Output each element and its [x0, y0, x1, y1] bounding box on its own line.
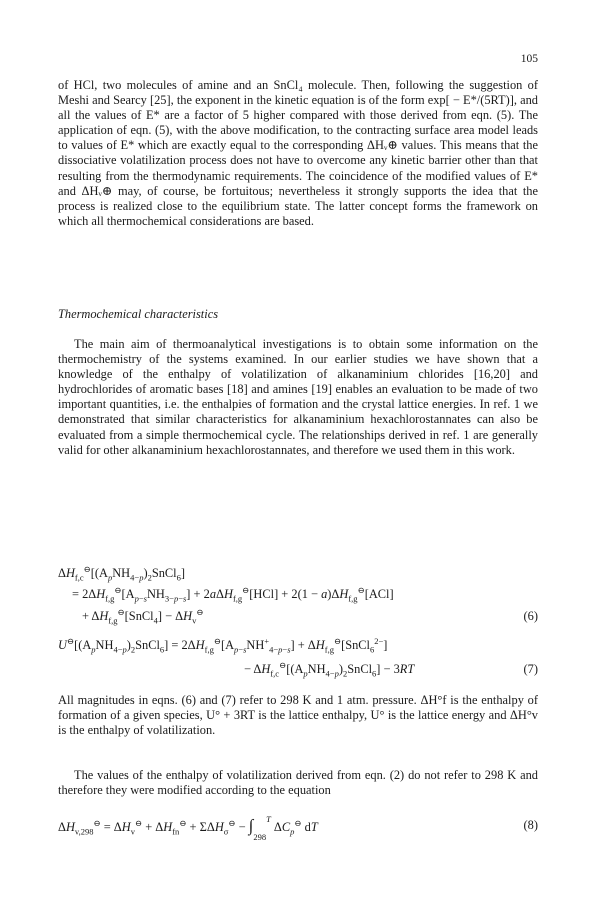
paragraph-volatilization [58, 768, 538, 798]
equation-8 [58, 813, 538, 843]
equation-8-line: $\Delta H_{v,298}^⊖ = \Delta H_v^⊖ + \Delta H_{fn}^⊖ + \Sigma\Delta H_\sigma^⊖ - \int_{298}^T$ $\Delta C_p^⊖$ dT (8) [58, 813, 538, 843]
magnitudes-text: All magnitudes in eqns. (6) and (7) refer to 298 K and 1 atm. pressure. ΔH°f is the enthalpy of formation of a given species, U° + 3RT is the lattice enthalpy, U° is the lattice energy and ΔH°v is the enthalpy of volatilization. [58, 693, 538, 738]
equation-6-number: (6) [523, 609, 538, 623]
page-number: 105 [520, 53, 538, 65]
equation-7-number: (7) [523, 662, 538, 676]
main-text: The main aim of thermoanalytical investigations is to obtain some information on the thermochemistry of the systems examined. In our earlier studies we have shown that a knowledge of the enthalpy of volatilization of alkanaminium chlorides [16,20] and hydrochlorides of aromatic bases [18] and amines [19] enables an evaluation to be made of two important quantities, i.e. the enthalpies of formation and the crystal lattice energies. In ref. 1 we demonstrated that similar characteristics for alkanaminium hexachlorostannates can also be evaluated from a simple thermochemical cycle. The relationships derived in ref. 1 are generally valid for other alkanaminium hexachlorostannates, and therefore we used them in this work. [58, 337, 538, 457]
equation-7-line-2: − $\Delta H_{f,c}^⊖[(A_pNH_{4-p})_2SnCl_6] - 3RT$ (7) [244, 659, 538, 679]
section-heading: Thermochemical characteristics [58, 307, 219, 321]
equation-6-line-3: + $\Delta H_{f,g}^⊖[SnCl_4] - \Delta H_v^⊖$ (6) [82, 606, 538, 626]
equation-7-line-1: $U^⊖[(A_pNH_{4-p})_2SnCl_6] = 2\Delta H_{f,g}^⊖[A_{p-s}NH^+_{4-p-s}]$ + $\Delta H_{f,g}^⊖[SnCl_6^{2-}]$ [58, 635, 388, 655]
paragraph-magnitudes [58, 693, 538, 738]
paragraph-main [58, 337, 538, 458]
volatilization-text: The values of the enthalpy of volatilization derived from eqn. (2) do not refer to 298 K and therefore they were modified according to the equation [58, 768, 538, 798]
section-heading-block [58, 307, 538, 322]
equation-7 [58, 635, 538, 679]
equation-6-line-2: = $2\Delta H_{f,g}^⊖[A_{p-s}NH_{3-p-s}] + 2a\Delta H_{f,g}^⊖[HCl] + 2(1 - a)\Delta H_{f,g}^⊖[ACl]$ [72, 584, 394, 604]
equation-8-number: (8) [523, 818, 538, 832]
intro-text: of HCl, two molecules of amine and an SnCl₄ molecule. Then, following the suggestion of Meshi and Searcy [25], the exponent in the kinetic equation is of the form exp[ − E*/(5RT)], and all the values of E* are a factor of 5 higher compared with those derived from eqn. (5). The application of eqn. (5), with the above modification, to the contracting surface area model leads to values of E* which are exactly equal to the corresponding ΔHᵥ⊕ values. This means that the dissociative volatilization process does not have to overcome any kinetic barrier other than that resulting from the thermodynamic requirements. The coincidence of the modified values of E* and ΔHᵥ⊕ may, of course, be fortuitous; nevertheless it strongly supports the idea that the process is realized close to the equilibrium state. The latter concept forms the framework on which all thermochemical considerations are based. [58, 78, 538, 228]
equation-6-line-1: $\Delta H_{f,c}^⊖[(A_pNH_{4-p})_2SnCl_6]$ [58, 563, 186, 583]
paragraph-intro [58, 78, 538, 229]
equation-6 [58, 563, 538, 626]
